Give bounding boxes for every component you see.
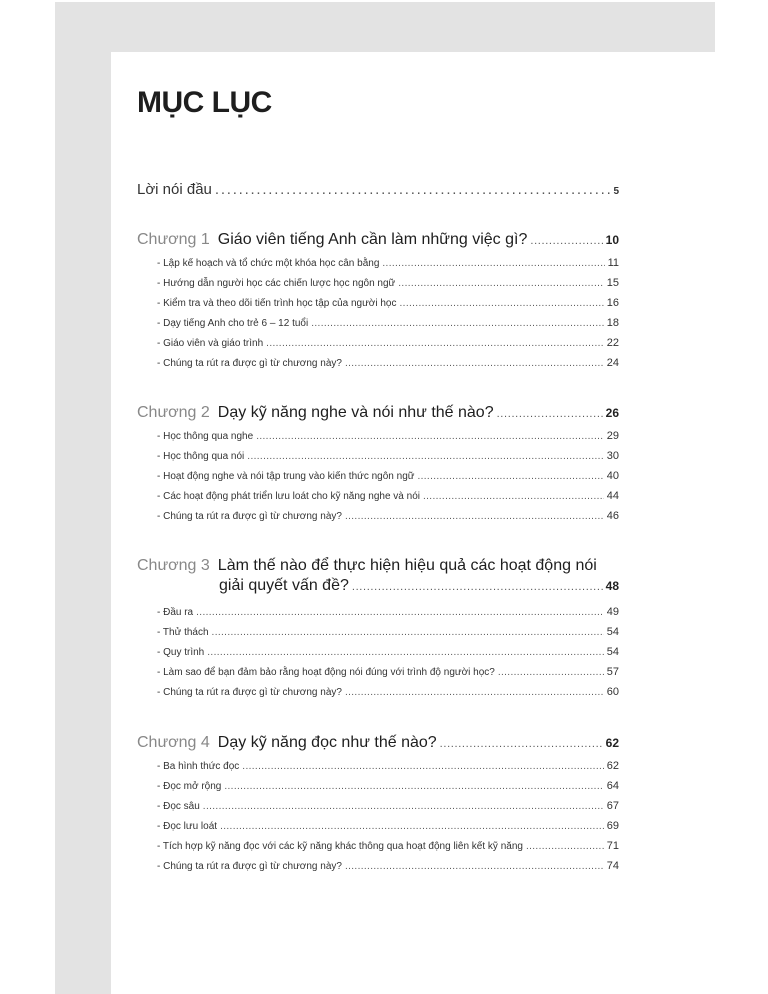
toc-item-text: - Hướng dẫn người học các chiến lược học ngôn ngữ <box>157 278 396 289</box>
dot-leader <box>203 801 604 812</box>
toc-item-page: 49 <box>606 606 619 618</box>
toc-item-text: - Đọc mở rộng <box>157 781 222 792</box>
toc-item <box>157 277 619 291</box>
toc-item-page: 40 <box>606 470 619 482</box>
toc-item <box>157 430 619 444</box>
toc-item-text: - Ba hình thức đọc <box>157 761 240 772</box>
toc-item <box>157 686 619 700</box>
toc-item <box>157 337 619 351</box>
toc-item <box>157 780 619 794</box>
toc-item-text: - Dạy tiếng Anh cho trẻ 6 – 12 tuổi <box>157 318 309 329</box>
chapter-page: 10 <box>605 233 619 247</box>
dot-leader <box>224 781 603 792</box>
toc-item <box>157 646 619 660</box>
dot-leader <box>247 451 603 462</box>
toc-item-page: 11 <box>607 257 619 269</box>
toc-item-text: - Các hoạt động phát triển lưu loát cho kỹ năng nghe và nói <box>157 491 420 502</box>
toc-item-page: 62 <box>606 760 619 772</box>
toc-item-text: - Chúng ta rút ra được gì từ chương này? <box>157 861 342 872</box>
toc-item <box>157 317 619 331</box>
dot-leader <box>530 235 602 247</box>
toc-item-text: - Học thông qua nói <box>157 451 245 462</box>
preface-label: Lời nói đầu <box>137 181 212 198</box>
toc-item-page: 22 <box>606 337 619 349</box>
toc-item <box>157 840 619 854</box>
toc-item <box>157 860 619 874</box>
dot-leader <box>400 298 604 309</box>
toc-item <box>157 510 619 524</box>
toc-item <box>157 450 619 464</box>
toc-item <box>157 820 619 834</box>
toc-chapter-2 <box>137 404 619 422</box>
chapter-label: Chương 3 <box>137 557 210 574</box>
dot-leader <box>242 761 603 772</box>
chapter-title: Làm thế nào để thực hiện hiệu quả các hoạt động nói <box>217 557 597 574</box>
toc-item-text: - Đọc sâu <box>157 801 200 812</box>
dot-leader <box>497 408 603 420</box>
toc-item-page: 71 <box>606 840 619 852</box>
toc-item <box>157 606 619 620</box>
dot-leader <box>345 358 604 369</box>
toc-chapter-1 <box>137 231 619 249</box>
chapter-heading-line-2 <box>137 577 619 595</box>
toc-item-text: - Làm sao để bạn đảm bảo rằng hoạt động nói đúng với trình độ người học? <box>157 667 495 678</box>
dot-leader <box>345 861 604 872</box>
dot-leader <box>345 511 604 522</box>
toc-chapter-3 <box>137 557 619 595</box>
chapter-title: Giáo viên tiếng Anh cần làm những việc gì? <box>217 231 528 248</box>
chapter-title: Dạy kỹ năng nghe và nói như thế nào? <box>217 404 494 421</box>
toc-item <box>157 760 619 774</box>
dot-leader <box>423 491 604 502</box>
preface-page: 5 <box>613 186 619 197</box>
dot-leader <box>498 667 604 678</box>
toc-chapter-4 <box>137 734 619 752</box>
left-margin-band <box>55 2 111 994</box>
toc-item-text: - Kiểm tra và theo dõi tiến trình học tập của người học <box>157 298 397 309</box>
chapter-heading-line-1 <box>137 557 619 575</box>
toc-item-text: - Chúng ta rút ra được gì từ chương này? <box>157 687 342 698</box>
chapter-label: Chương 1 <box>137 231 210 248</box>
toc-preface <box>137 181 619 198</box>
dot-leader <box>207 647 604 658</box>
toc-item-text: - Đầu ra <box>157 607 194 618</box>
chapter-title: Dạy kỹ năng đọc như thế nào? <box>217 734 437 751</box>
chapter-label: Chương 2 <box>137 404 210 421</box>
toc-item-text: - Chúng ta rút ra được gì từ chương này? <box>157 358 342 369</box>
toc-item <box>157 257 619 271</box>
dot-leader <box>212 627 604 638</box>
toc-item <box>157 800 619 814</box>
toc-item <box>157 297 619 311</box>
dot-leader <box>311 318 604 329</box>
toc-item <box>157 470 619 484</box>
toc-item-text: - Quy trình <box>157 647 205 658</box>
dot-leader <box>398 278 604 289</box>
toc-item-page: 69 <box>606 820 619 832</box>
toc-item-page: 64 <box>606 780 619 792</box>
dot-leader <box>352 581 603 593</box>
toc-item-page: 16 <box>606 297 619 309</box>
chapter-label: Chương 4 <box>137 734 210 751</box>
toc-item-page: 15 <box>606 277 619 289</box>
dot-leader <box>215 181 611 198</box>
dot-leader <box>196 607 604 618</box>
toc-item-text: - Hoạt động nghe và nói tập trung vào kiến thức ngôn ngữ <box>157 471 415 482</box>
toc-item-page: 29 <box>606 430 619 442</box>
chapter-title-continued: giải quyết vấn đề? <box>219 577 349 594</box>
toc-item <box>157 357 619 371</box>
toc-item-text: - Giáo viên và giáo trình <box>157 338 264 349</box>
toc-item <box>157 666 619 680</box>
dot-leader <box>526 841 604 852</box>
dot-leader <box>440 738 603 750</box>
toc-item-text: - Tích hợp kỹ năng đọc với các kỹ năng khác thông qua hoạt động liên kết kỹ năng <box>157 841 523 852</box>
header-band <box>55 2 715 52</box>
toc-item-page: 44 <box>606 490 619 502</box>
toc-item-page: 24 <box>606 357 619 369</box>
toc-item-page: 18 <box>606 317 619 329</box>
toc-item-text: - Thử thách <box>157 627 209 638</box>
toc-item-text: - Học thông qua nghe <box>157 431 254 442</box>
toc-item-page: 57 <box>606 666 619 678</box>
dot-leader <box>256 431 604 442</box>
dot-leader <box>220 821 604 832</box>
chapter-page: 62 <box>605 736 619 750</box>
toc-item-page: 74 <box>606 860 619 872</box>
toc-item-page: 54 <box>606 646 619 658</box>
toc-item <box>157 490 619 504</box>
dot-leader <box>345 687 604 698</box>
toc-item-page: 46 <box>606 510 619 522</box>
dot-leader <box>266 338 604 349</box>
chapter-page: 48 <box>605 579 619 593</box>
page-title: MỤC LỤC <box>137 86 272 119</box>
toc-item-page: 67 <box>606 800 619 812</box>
toc-item-text: - Chúng ta rút ra được gì từ chương này? <box>157 511 342 522</box>
toc-item <box>157 626 619 640</box>
dot-leader <box>417 471 603 482</box>
dot-leader <box>382 258 604 269</box>
toc-item-page: 60 <box>606 686 619 698</box>
toc-item-page: 30 <box>606 450 619 462</box>
toc-item-page: 54 <box>606 626 619 638</box>
toc-item-text: - Lập kế hoạch và tổ chức một khóa học cân bằng <box>157 258 380 269</box>
toc-item-text: - Đọc lưu loát <box>157 821 218 832</box>
chapter-page: 26 <box>605 406 619 420</box>
